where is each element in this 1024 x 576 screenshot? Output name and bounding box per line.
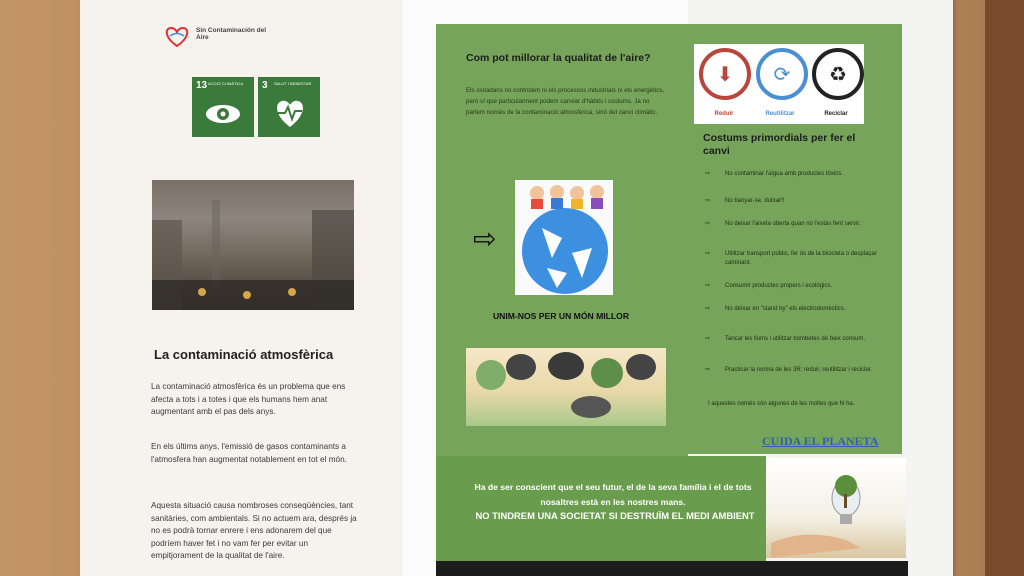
habit-text: No deixar l'aixeta oberta quan no l'estàs fent servir. [725, 221, 861, 227]
children-icon [525, 183, 609, 211]
habit-text: No contaminar l'aigua amb productes tòxics. [725, 171, 843, 177]
paragraph: En els últims anys, l'emissió de gasos contaminants a l'atmosfera han augmentat notablement en tot el món. [151, 442, 347, 464]
recycle-icon: ♻ [812, 48, 864, 100]
slogan: UNIM-NOS PER UN MÓN MILLOR [492, 311, 630, 321]
habits-note: I aquestes només són algunes de les moltes que hi ha. [708, 401, 855, 407]
three-r-icons [694, 44, 864, 124]
sdg-number: 13 [196, 80, 208, 91]
pollution-city-illustration [466, 348, 666, 426]
habit-text: No banyar-se, dutxar!! [725, 198, 785, 204]
sdg-label: SALUT I BENESTAR [274, 81, 312, 86]
section-paragraph: Els ciutadans no controlem ni els processos industrials ni els energètics, però sí que particularment podem canviar d'hàbits i costums. Ja no parlem només de la contaminació atmosfèrica, sinó del canvi climàtic. [466, 87, 665, 116]
habit-text: Tancar les llums i utilitzar bombetes de baix consum. [725, 336, 866, 342]
band-message: Ha de ser conscient que el seu futur, el de la seva família i el de tots nosaltres està en les nostres mans. [474, 482, 752, 507]
sdg-label: ACCIÓ CLIMÀTICA [208, 81, 244, 86]
sdg-13-badge [192, 77, 254, 137]
band-slogan: NO TINDREM UNA SOCIETAT SI DESTRUÏM EL MEDI AMBIENT [475, 510, 755, 521]
page-title: La contaminació atmosfèrica [154, 347, 334, 362]
habit-text: Consumir productes propers i ecològics. [725, 283, 833, 289]
reuse-label: Reutilitzar [765, 111, 795, 117]
sdg-number: 3 [262, 80, 268, 91]
section-title: Com pot millorar la qualitat de l'aire? [466, 52, 651, 64]
table-shadow [436, 561, 908, 576]
reduce-icon: ⬇ [699, 48, 751, 100]
habit-text: Utilitzar transport públic, fer ús de la bicicleta o desplaçar caminant. [725, 251, 877, 266]
lightbulb-hand-photo [766, 458, 906, 558]
heartbeat-icon [272, 97, 308, 129]
paragraph: La contaminació atmosfèrica és un problema que ens afecta a tots i a totes i que els humans hem anat augmentant amb el pas dels anys. [151, 382, 346, 416]
habit-text: Practicar la norma de les 3R: reduir, reutilitzar i reciclar. [725, 367, 873, 373]
smog-city-photo [152, 180, 354, 310]
eye-icon [204, 99, 242, 129]
arrow-right-icon: ⇨ [473, 223, 497, 254]
logo-text: Sin Contaminación del Aire [196, 27, 267, 41]
table-edge [985, 0, 1024, 576]
reduce-label: Reduir [714, 111, 734, 117]
recycle-label: Reciclar [824, 111, 848, 117]
habits-title: Costums primordials per fer el canvi [703, 132, 856, 157]
paragraph: Aquesta situació causa nombroses conseqüències, tant sanitàries, com ambientals. Si no actuem ara, després ja no es podrà tornar enrere i ens adonarem del que podríem haver fet i no vam fer per evitar un empitjorament de la qualitat de l'aire. [151, 501, 357, 560]
habit-text: No deixar en "stand by" els electrodomèstics. [725, 306, 846, 312]
sdg-3-badge [258, 77, 320, 137]
cuida-planeta-link[interactable]: CUIDA EL PLANETA [762, 434, 879, 448]
earth-icon [522, 208, 608, 294]
reuse-icon: ⟳ [756, 48, 808, 100]
heart-logo-icon [162, 26, 192, 48]
